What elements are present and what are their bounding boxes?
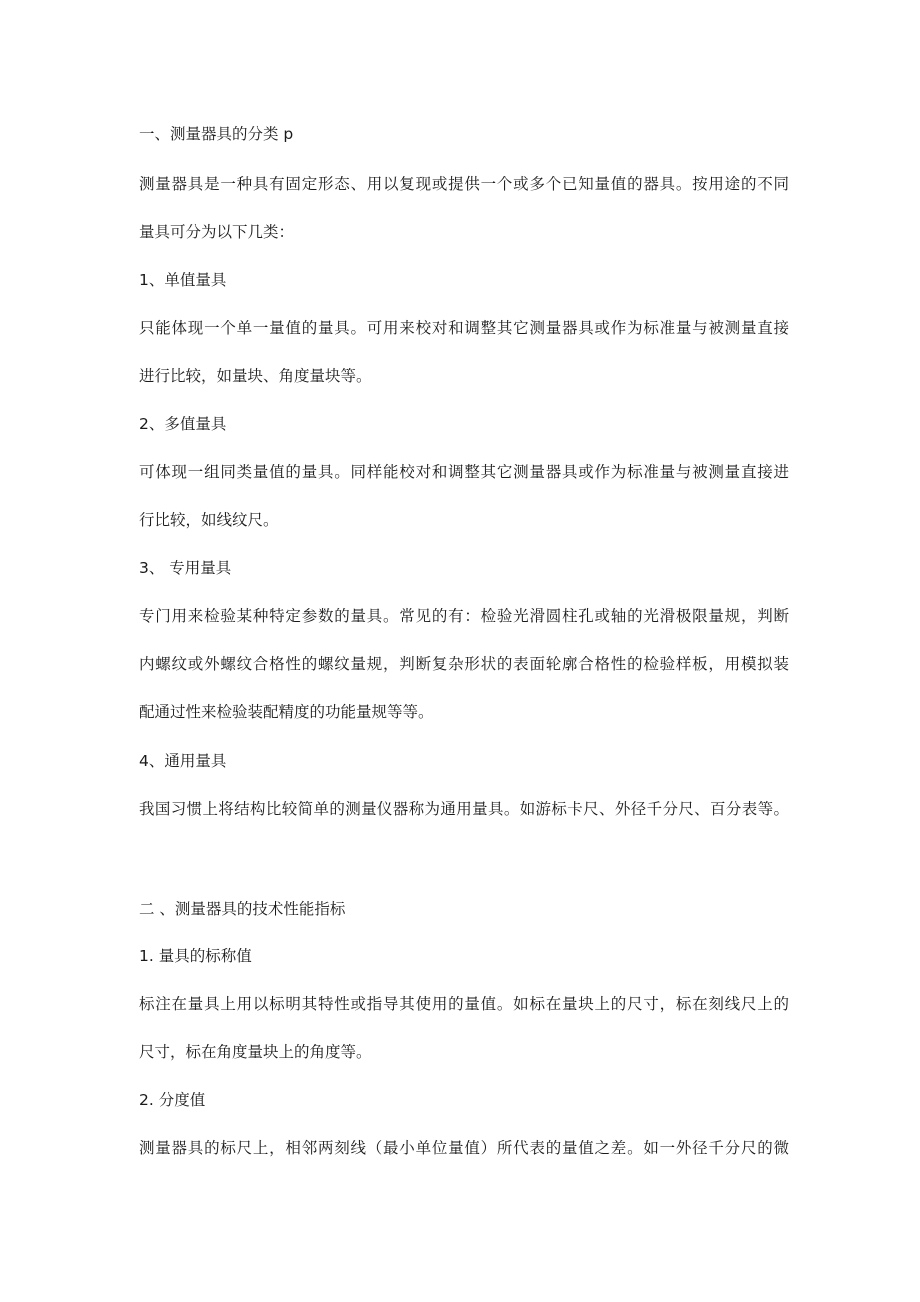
item4-heading: 4、通用量具: [139, 752, 227, 770]
s2-item1-heading: 1. 量具的标称值: [139, 947, 252, 965]
item4-line1: 我国习惯上将结构比较简单的测量仪器称为通用量具。如游标卡尺、外径千分尺、百分表等。: [139, 800, 789, 818]
section1-intro-line1: 测量器具是一种具有固定形态、用以复现或提供一个或多个已知量值的器具。按用途的不同: [139, 175, 789, 193]
section2-heading: 二 、测量器具的技术性能指标: [139, 900, 346, 918]
item3-line2: 内螺纹或外螺纹合格性的螺纹量规，判断复杂形状的表面轮廓合格性的检验样板，用模拟装: [139, 655, 789, 673]
s2-item2-line1: 测量器具的标尺上，相邻两刻线（最小单位量值）所代表的量值之差。如一外径千分尺的微: [139, 1139, 789, 1157]
item2-heading: 2、多值量具: [139, 415, 227, 433]
item1-heading: 1、单值量具: [139, 271, 227, 289]
item2-line1: 可体现一组同类量值的量具。同样能校对和调整其它测量器具或作为标准量与被测量直接进: [139, 463, 789, 481]
item3-line3: 配通过性来检验装配精度的功能量规等等。: [139, 703, 434, 721]
s2-item1-line1: 标注在量具上用以标明其特性或指导其使用的量值。如标在量块上的尺寸，标在刻线尺上的: [139, 995, 789, 1013]
item1-line2: 进行比较，如量块、角度量块等。: [139, 367, 372, 385]
item2-line2: 行比较，如线纹尺。: [139, 511, 279, 529]
section1-intro-line2: 量具可分为以下几类：: [139, 223, 295, 241]
item3-heading: 3、 专用量具: [139, 559, 232, 577]
item3-line1: 专门用来检验某种特定参数的量具。常见的有：检验光滑圆柱孔或轴的光滑极限量规，判断: [139, 607, 789, 625]
section1-heading: 一、测量器具的分类 p: [139, 125, 294, 143]
item1-line1: 只能体现一个单一量值的量具。可用来校对和调整其它测量器具或作为标准量与被测量直接: [139, 319, 789, 337]
s2-item2-heading: 2. 分度值: [139, 1091, 206, 1109]
s2-item1-line2: 尺寸，标在角度量块上的角度等。: [139, 1043, 372, 1061]
